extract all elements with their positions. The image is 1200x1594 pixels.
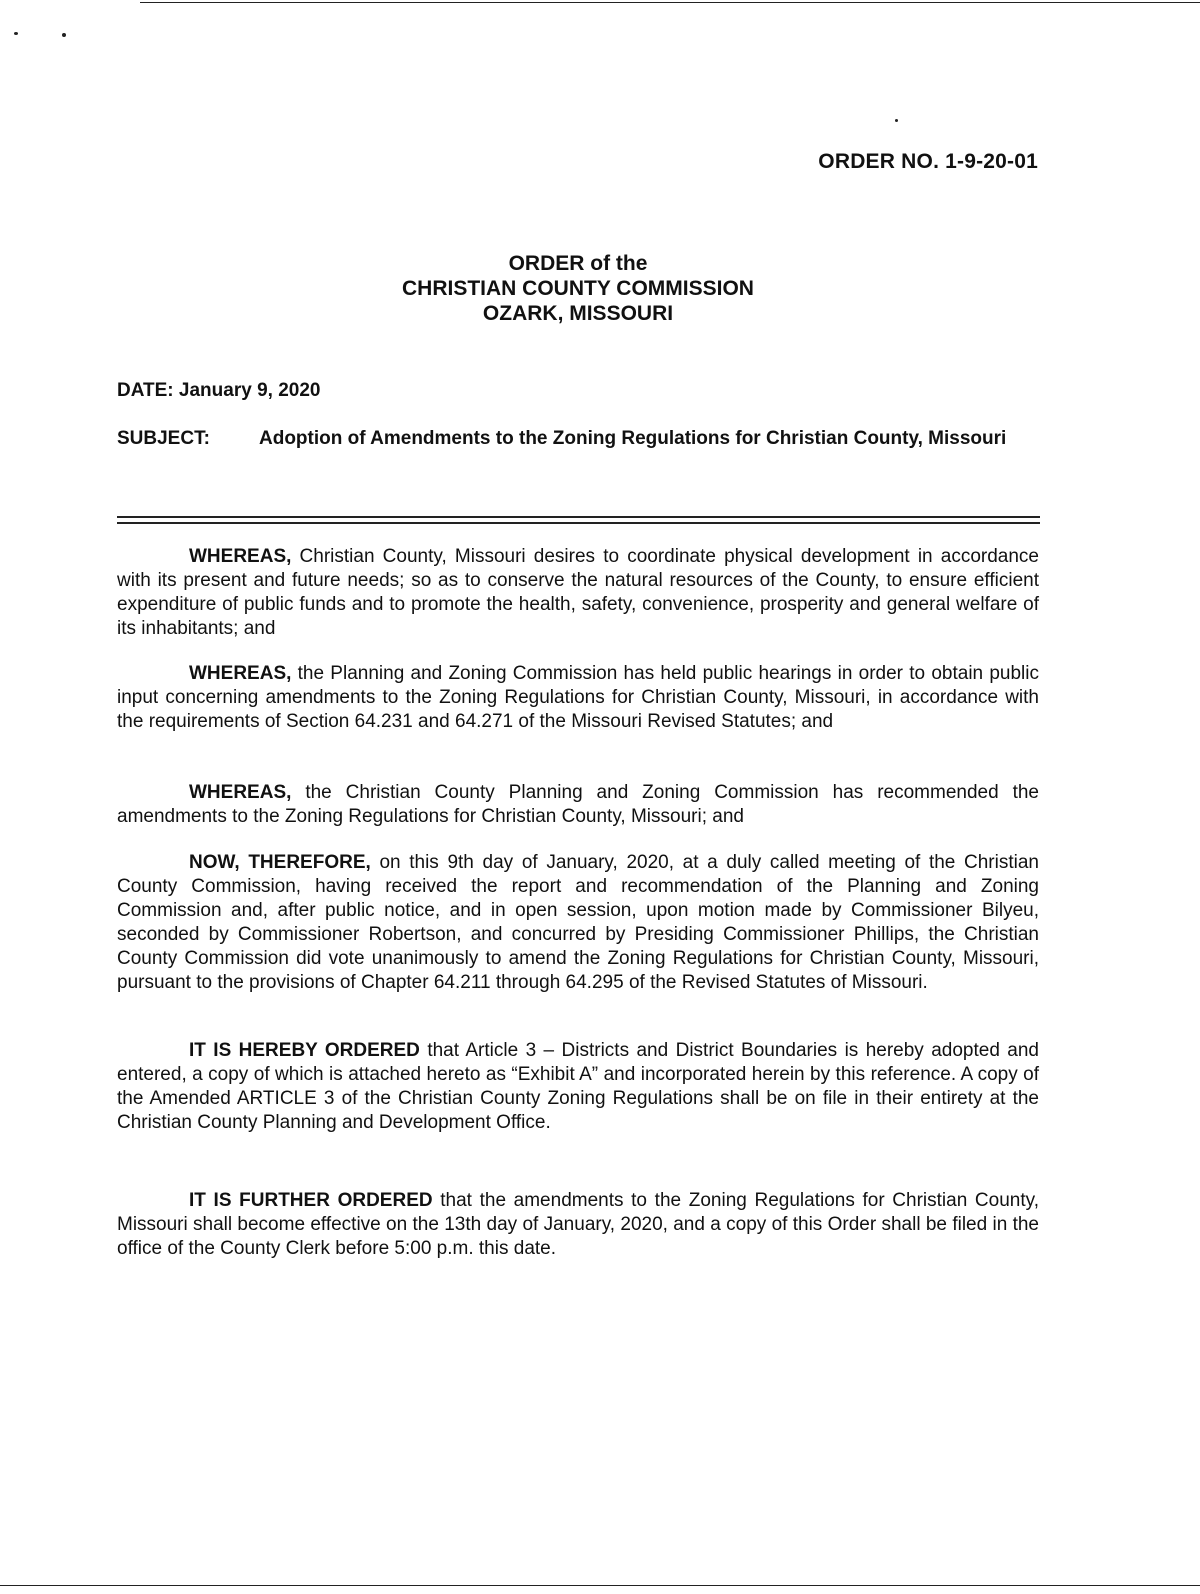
paragraph-text: that the amendments to the Zoning Regulations for Christian County, Missouri shall become effective on the 13th day of January, 2020, and a copy of this Order shall be filed in the office of the County Clerk before 5:00 p.m. this date. xyxy=(117,1190,1040,1259)
paragraph-text: the Planning and Zoning Commission has held public hearings in order to obtain public input concerning amendments to the Zoning Regulations for Christian County, Missouri, in accordance with the requirements of Section 64.231 and 64.271 of the Missouri Revised Statutes; and xyxy=(117,663,1039,732)
paragraph-lead: WHEREAS, xyxy=(189,546,292,567)
document-heading xyxy=(0,251,1156,326)
subject-text: Adoption of Amendments to the Zoning Regulations for Christian County, Missouri xyxy=(259,428,1007,449)
paragraph-text: that Article 3 – Districts and District Boundaries is hereby adopted and entered, a copy of which is attached hereto as “Exhibit A” and incorporated herein by this reference. A copy of the Amended ARTICLE 3 of the Christian County Zoning Regulations shall be on file in their entirety at the Christian County Planning and Development Office. xyxy=(117,1040,1039,1133)
paragraph-lead: IT IS FURTHER ORDERED xyxy=(189,1190,433,1211)
heading-line-2: CHRISTIAN COUNTY COMMISSION xyxy=(402,277,754,300)
divider-rule xyxy=(117,522,1040,524)
paragraph-text: on this 9th day of January, 2020, at a duly called meeting of the Christian County Commission, having received the report and recommendation of the Planning and Zoning Commission and, after public notice, and in open session, upon motion made by Commissioner Bilyeu, seconded by Commissioner Robertson, and concurred by Presiding Commissioner Phillips, the Christian County Commission did vote unanimously to amend the Zoning Regulations for Christian County, Missouri, pursuant to the provisions of Chapter 64.211 through 64.295 of the Revised Statutes of Missouri. xyxy=(117,852,1039,993)
heading-line-1: ORDER of the xyxy=(508,252,648,275)
hereby-ordered-paragraph xyxy=(117,1039,1039,1135)
paragraph-lead: NOW, THEREFORE, xyxy=(189,852,371,873)
order-number: ORDER NO. 1-9-20-01 xyxy=(818,150,1038,173)
subject-label: SUBJECT: xyxy=(117,428,210,449)
paragraph-lead: WHEREAS, xyxy=(189,663,292,684)
paragraph-lead: IT IS HEREBY ORDERED xyxy=(189,1040,420,1061)
scan-edge-bottom xyxy=(0,1585,1200,1586)
scan-speck xyxy=(895,119,898,122)
paragraph-lead: WHEREAS, xyxy=(189,782,292,803)
heading-line-3: OZARK, MISSOURI xyxy=(482,302,674,325)
now-therefore-paragraph xyxy=(117,851,1039,995)
further-ordered-paragraph xyxy=(117,1189,1039,1261)
scan-speck xyxy=(62,33,66,37)
document-date: DATE: January 9, 2020 xyxy=(117,380,321,401)
scan-edge-top xyxy=(140,2,1200,3)
whereas-paragraph-3 xyxy=(117,781,1039,829)
scan-speck xyxy=(14,32,18,35)
whereas-paragraph-2 xyxy=(117,662,1039,734)
whereas-paragraph-1 xyxy=(117,545,1039,641)
paragraph-text: the Christian County Planning and Zoning Commission has recommended the amendments to the Zoning Regulations for Christian County, Missouri; and xyxy=(117,782,1039,827)
paragraph-text: Christian County, Missouri desires to coordinate physical development in accordance with its present and future needs; so as to conserve the natural resources of the County, to ensure efficient expenditure of public funds and to promote the health, safety, convenience, prosperity and general welfare of its inhabitants; and xyxy=(117,546,1039,639)
divider-rule xyxy=(117,516,1040,518)
